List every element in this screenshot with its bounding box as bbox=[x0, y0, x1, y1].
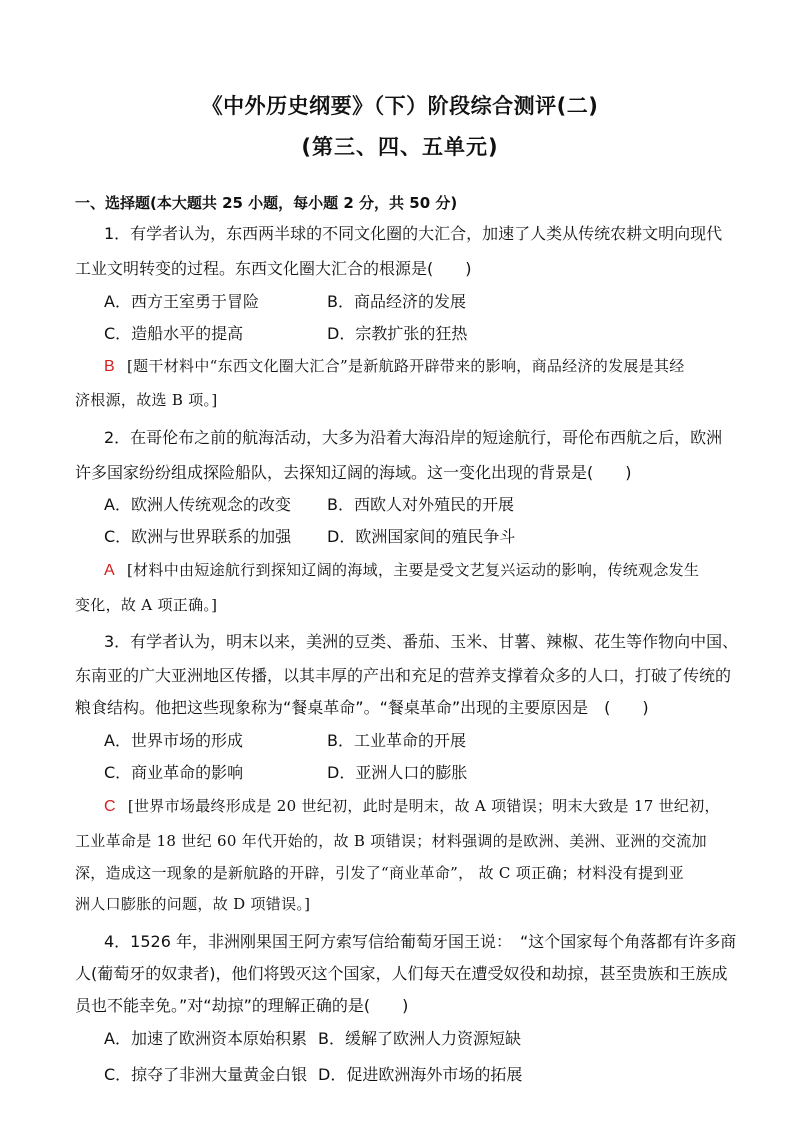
question-1-stem: 1．有学者认为，东西两半球的不同文化圈的大汇合，加速了人类从传统农耕文明向现代 bbox=[104, 224, 723, 243]
page-title: 《中外历史纲要》（下）阶段综合测评(二) bbox=[201, 94, 599, 118]
question-3-option-c: C．商业革命的影响 bbox=[104, 763, 244, 782]
explanation: [题干材料中“东西文化圈大汇合”是新航路开辟带来的影响，商品经济的发展是其经 bbox=[126, 357, 685, 375]
question-2-explanation-cont: 变化，故 A 项正确。] bbox=[75, 596, 218, 614]
question-2-option-a: A．欧洲人传统观念的改变 bbox=[104, 495, 291, 514]
question-3-stem-cont-1: 东南亚的广大亚洲地区传播，以其丰厚的产出和充足的营养支撑着众多的人口，打破了传统的 bbox=[75, 666, 732, 685]
question-4-option-c: C．掠夺了非洲大量黄金白银 bbox=[104, 1065, 308, 1084]
question-1-explanation-cont: 济根源，故选 B 项。] bbox=[75, 391, 218, 409]
question-3-answer bbox=[104, 795, 764, 818]
question-3-stem: 3．有学者认为，明末以来，美洲的豆类、番茄、玉米、甘薯、辣椒、花生等作物向中国、 bbox=[104, 632, 739, 651]
question-3-option-a: A．世界市场的形成 bbox=[104, 731, 243, 750]
question-4-option-a: A．加速了欧洲资本原始积累 bbox=[104, 1029, 307, 1048]
question-4-option-d: D．促进欧洲海外市场的拓展 bbox=[318, 1065, 523, 1084]
question-2-option-b: B．西欧人对外殖民的开展 bbox=[327, 495, 514, 514]
question-1-answer bbox=[104, 355, 764, 378]
question-2-option-c: C．欧洲与世界联系的加强 bbox=[104, 527, 292, 546]
answer-key: A bbox=[104, 562, 115, 579]
question-4-stem: 4．1526 年，非洲刚果国王阿方索写信给葡萄牙国王说： “这个国家每个角落都有许多商 bbox=[104, 932, 737, 951]
question-1-option-b: B．商品经济的发展 bbox=[327, 292, 466, 311]
question-3-option-d: D．亚洲人口的膨胀 bbox=[327, 763, 468, 782]
question-3-option-b: B．工业革命的开展 bbox=[327, 731, 466, 750]
question-3-stem-cont-2: 粮食结构。他把这些现象称为“餐桌革命”。“餐桌革命”出现的主要原因是 ( ) bbox=[75, 698, 649, 717]
question-2-stem-cont: 许多国家纷纷组成探险船队，去探知辽阔的海域。这一变化出现的背景是( ) bbox=[75, 463, 632, 482]
question-1-stem-cont: 工业文明转变的过程。东西文化圈大汇合的根源是( ) bbox=[75, 259, 472, 278]
section-heading: 一、选择题(本大题共 25 小题，每小题 2 分，共 50 分) bbox=[75, 194, 458, 212]
question-2-stem: 2．在哥伦布之前的航海活动，大多为沿着大海沿岸的短途航行，哥伦布西航之后，欧洲 bbox=[104, 428, 723, 447]
question-1-option-a: A．西方王室勇于冒险 bbox=[104, 292, 259, 311]
question-3-explanation-cont-3: 洲人口膨胀的问题，故 D 项错误。] bbox=[75, 895, 311, 913]
question-4-stem-cont-1: 人(葡萄牙的奴隶者)，他们将毁灭这个国家，人们每天在遭受奴役和劫掠，甚至贵族和王族成 bbox=[75, 964, 728, 983]
explanation: [材料中由短途航行到探知辽阔的海域，主要是受文艺复兴运动的影响，传统观念发生 bbox=[126, 561, 700, 579]
answer-key: C bbox=[104, 798, 116, 815]
question-4-option-b: B．缓解了欧洲人力资源短缺 bbox=[318, 1029, 521, 1048]
answer-key: B bbox=[104, 358, 115, 375]
question-4-stem-cont-2: 员也不能幸免。”对“劫掠”的理解正确的是( ) bbox=[75, 996, 409, 1015]
question-3-explanation-cont-1: 工业革命是 18 世纪 60 年代开始的，故 B 项错误；材料强调的是欧洲、美洲、亚洲的交流加 bbox=[75, 832, 707, 850]
question-2-answer bbox=[104, 559, 764, 582]
explanation: [世界市场最终形成是 20 世纪初，此时是明末，故 A 项错误；明末大致是 17 世纪初， bbox=[127, 797, 720, 815]
question-1-option-d: D．宗教扩张的狂热 bbox=[327, 324, 468, 343]
page-subtitle: (第三、四、五单元) bbox=[301, 135, 499, 159]
question-1-option-c: C．造船水平的提高 bbox=[104, 324, 244, 343]
question-3-explanation-cont-2: 深，造成这一现象的是新航路的开辟，引发了“商业革命”， 故 C 项正确；材料没有提到亚 bbox=[75, 864, 685, 882]
question-2-option-d: D．欧洲国家间的殖民争斗 bbox=[327, 527, 516, 546]
